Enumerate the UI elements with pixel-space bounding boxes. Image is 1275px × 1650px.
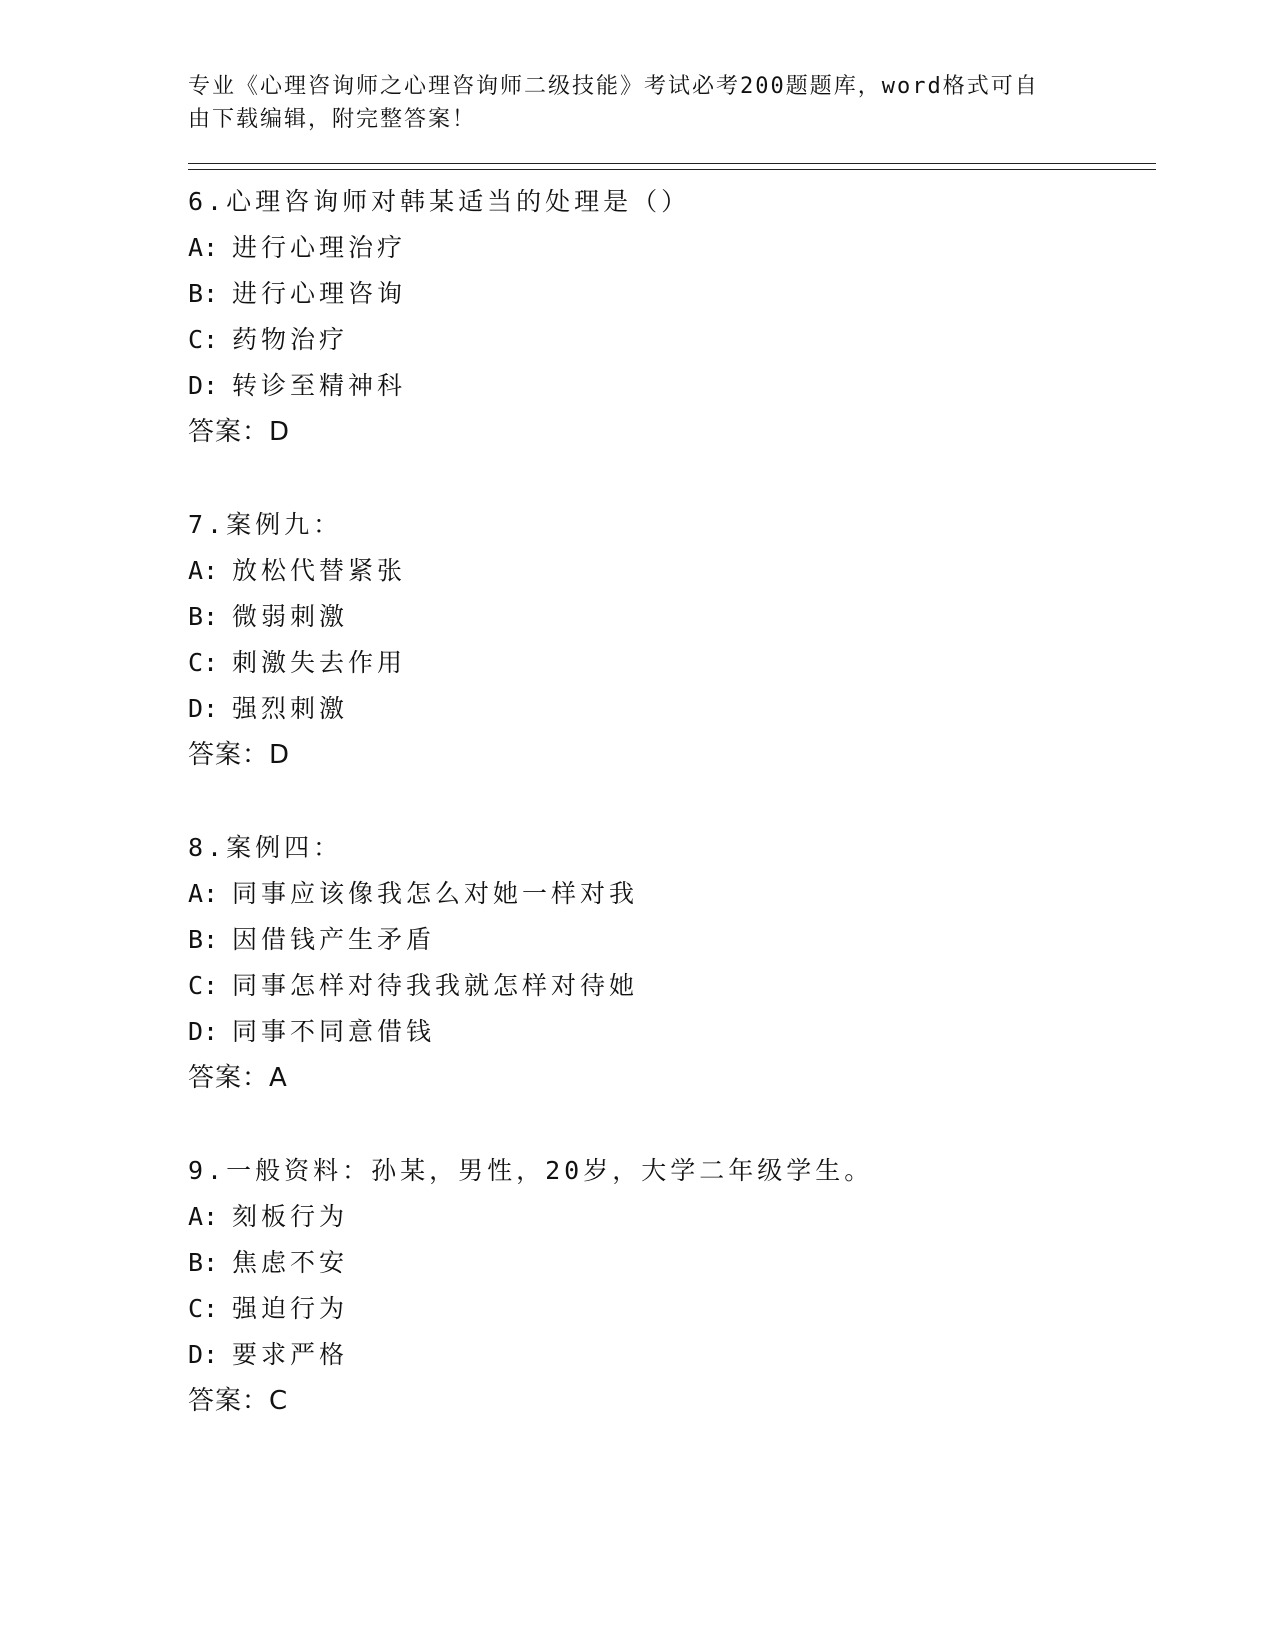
question-stem: 9.一般资料：孙某，男性，20岁，大学二年级学生。: [188, 1156, 874, 1185]
option-letter: D:: [188, 1017, 219, 1046]
option-text: 同事不同意借钱: [232, 1017, 436, 1046]
question-stem: 6.心理咨询师对韩某适当的处理是（）: [188, 187, 691, 216]
option-text: 药物治疗: [232, 325, 349, 354]
document-page: [188, 70, 1158, 1471]
option-text: 微弱刺激: [232, 602, 349, 631]
option-c: [188, 963, 1158, 1009]
option-text: 刺激失去作用: [232, 648, 407, 677]
option-text: 放松代替紧张: [232, 556, 407, 585]
option-letter: A:: [188, 556, 219, 585]
question-list: [188, 179, 1158, 1424]
answer-key: 答案：D: [188, 740, 291, 770]
option-d: [188, 1332, 1158, 1378]
option-d: [188, 686, 1158, 732]
question-stem: 8.案例四：: [188, 833, 343, 862]
option-letter: D:: [188, 1340, 219, 1369]
option-text: 进行心理治疗: [232, 233, 407, 262]
option-a: [188, 225, 1158, 271]
answer-key: 答案：C: [188, 1386, 289, 1416]
option-a: [188, 1194, 1158, 1240]
option-letter: C:: [188, 325, 219, 354]
answer-key: 答案：D: [188, 417, 291, 447]
question-8: [188, 825, 1158, 1101]
option-letter: C:: [188, 648, 219, 677]
intro-line-2: 由下载编辑，附完整答案！: [188, 107, 477, 132]
option-text: 强烈刺激: [232, 694, 349, 723]
double-rule-divider: [188, 163, 1156, 170]
option-letter: C:: [188, 1294, 219, 1323]
option-a: [188, 548, 1158, 594]
document-intro: [188, 70, 1068, 136]
option-letter: A:: [188, 233, 219, 262]
option-letter: A:: [188, 879, 219, 908]
option-letter: A:: [188, 1202, 219, 1231]
option-letter: B:: [188, 279, 219, 308]
option-letter: B:: [188, 925, 219, 954]
question-stem: 7.案例九：: [188, 510, 343, 539]
answer-key: 答案：A: [188, 1063, 288, 1093]
option-letter: B:: [188, 1248, 219, 1277]
option-d: [188, 1009, 1158, 1055]
question-7: [188, 502, 1158, 778]
option-c: [188, 1286, 1158, 1332]
option-letter: B:: [188, 602, 219, 631]
intro-line-1: 专业《心理咨询师之心理咨询师二级技能》考试必考200题题库，word格式可自: [188, 74, 1039, 99]
option-text: 焦虑不安: [232, 1248, 349, 1277]
option-b: [188, 1240, 1158, 1286]
option-c: [188, 640, 1158, 686]
option-letter: D:: [188, 371, 219, 400]
option-d: [188, 363, 1158, 409]
option-text: 刻板行为: [232, 1202, 349, 1231]
option-b: [188, 594, 1158, 640]
option-text: 转诊至精神科: [232, 371, 407, 400]
option-letter: C:: [188, 971, 219, 1000]
option-c: [188, 317, 1158, 363]
option-a: [188, 871, 1158, 917]
option-text: 同事应该像我怎么对她一样对我: [232, 879, 639, 908]
option-letter: D:: [188, 694, 219, 723]
option-text: 同事怎样对待我我就怎样对待她: [232, 971, 639, 1000]
option-b: [188, 271, 1158, 317]
option-b: [188, 917, 1158, 963]
option-text: 要求严格: [232, 1340, 349, 1369]
question-6: [188, 179, 1158, 455]
option-text: 因借钱产生矛盾: [232, 925, 436, 954]
option-text: 进行心理咨询: [232, 279, 407, 308]
option-text: 强迫行为: [232, 1294, 349, 1323]
question-9: [188, 1148, 1158, 1424]
